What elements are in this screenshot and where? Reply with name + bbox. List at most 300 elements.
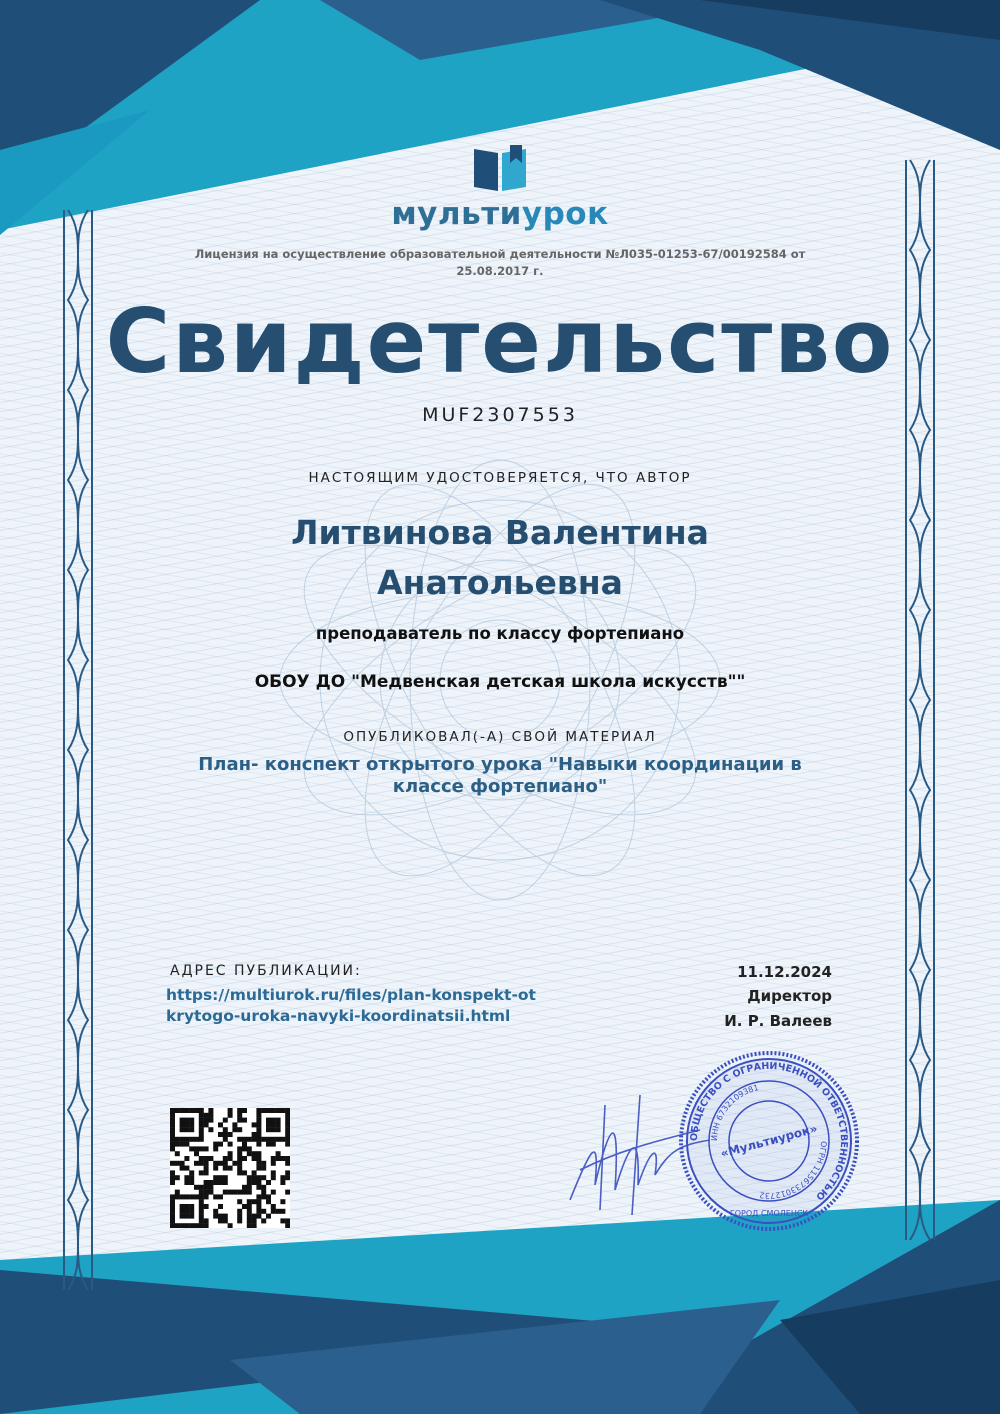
qr-module — [242, 1190, 247, 1195]
qr-module — [223, 1180, 228, 1185]
qr-module — [261, 1137, 266, 1142]
qr-module — [256, 1108, 261, 1113]
qr-module — [247, 1175, 252, 1180]
qr-module — [252, 1132, 257, 1137]
qr-module — [271, 1161, 276, 1166]
qr-module — [204, 1180, 209, 1185]
qr-module — [237, 1137, 242, 1142]
qr-module — [247, 1209, 252, 1214]
qr-module — [285, 1132, 290, 1137]
qr-module — [285, 1137, 290, 1142]
issue-date: 11.12.2024 — [737, 963, 832, 981]
qr-module — [204, 1170, 209, 1175]
stamp-outer-text: ОБЩЕСТВО С ОГРАНИЧЕННОЙ ОТВЕТСТВЕННОСТЬЮ — [688, 1060, 850, 1202]
qr-module — [199, 1161, 204, 1166]
qr-module — [204, 1190, 209, 1195]
qr-module — [237, 1146, 242, 1151]
qr-module — [184, 1108, 189, 1113]
qr-module — [242, 1170, 247, 1175]
qr-module — [208, 1118, 213, 1123]
qr-module — [175, 1108, 180, 1113]
qr-module — [256, 1209, 261, 1214]
qr-module — [175, 1137, 180, 1142]
qr-module — [247, 1185, 252, 1190]
qr-module — [252, 1223, 257, 1228]
qr-module — [194, 1137, 199, 1142]
qr-module — [242, 1108, 247, 1113]
qr-module — [256, 1166, 261, 1171]
qr-module — [180, 1223, 185, 1228]
qr-module — [237, 1190, 242, 1195]
qr-module — [285, 1122, 290, 1127]
director-name: И. Р. Валеев — [724, 1012, 832, 1030]
qr-module — [184, 1122, 189, 1127]
qr-module — [256, 1180, 261, 1185]
qr-module — [247, 1137, 252, 1142]
qr-module — [256, 1132, 261, 1137]
book-logo-icon — [470, 143, 530, 193]
qr-module — [180, 1142, 185, 1147]
qr-module — [247, 1204, 252, 1209]
qr-module — [256, 1122, 261, 1127]
qr-module — [242, 1156, 247, 1161]
qr-module — [232, 1122, 237, 1127]
qr-module — [199, 1214, 204, 1219]
qr-module — [204, 1113, 209, 1118]
qr-module — [180, 1194, 185, 1199]
qr-module — [228, 1108, 233, 1113]
qr-module — [237, 1108, 242, 1113]
qr-module — [252, 1214, 257, 1219]
qr-module — [280, 1180, 285, 1185]
qr-module — [252, 1137, 257, 1142]
qr-module — [276, 1137, 281, 1142]
qr-module — [194, 1151, 199, 1156]
qr-module — [180, 1214, 185, 1219]
qr-module — [208, 1156, 213, 1161]
qr-module — [199, 1137, 204, 1142]
qr-module — [184, 1142, 189, 1147]
qr-module — [189, 1127, 194, 1132]
qr-module — [271, 1209, 276, 1214]
qr-module — [271, 1122, 276, 1127]
qr-module — [170, 1194, 175, 1199]
qr-module — [199, 1190, 204, 1195]
qr-module — [189, 1223, 194, 1228]
qr-module — [261, 1175, 266, 1180]
qr-module — [180, 1137, 185, 1142]
qr-module — [194, 1185, 199, 1190]
qr-module — [194, 1108, 199, 1113]
qr-module — [223, 1190, 228, 1195]
qr-module — [261, 1185, 266, 1190]
qr-module — [180, 1108, 185, 1113]
qr-module — [189, 1108, 194, 1113]
qr-module — [180, 1127, 185, 1132]
qr-module — [180, 1209, 185, 1214]
qr-module — [266, 1194, 271, 1199]
qr-module — [271, 1142, 276, 1147]
qr-module — [175, 1194, 180, 1199]
qr-module — [184, 1127, 189, 1132]
qr-module — [242, 1118, 247, 1123]
qr-module — [256, 1113, 261, 1118]
qr-module — [242, 1142, 247, 1147]
qr-module — [271, 1127, 276, 1132]
qr-module — [271, 1175, 276, 1180]
qr-module — [276, 1108, 281, 1113]
qr-module — [213, 1146, 218, 1151]
qr-module — [285, 1161, 290, 1166]
qr-module — [170, 1132, 175, 1137]
qr-module — [189, 1194, 194, 1199]
qr-module — [189, 1170, 194, 1175]
qr-module — [170, 1127, 175, 1132]
qr-module — [170, 1175, 175, 1180]
qr-module — [280, 1218, 285, 1223]
qr-module — [247, 1146, 252, 1151]
qr-module — [208, 1180, 213, 1185]
qr-module — [199, 1127, 204, 1132]
qr-module — [223, 1214, 228, 1219]
qr-module — [276, 1122, 281, 1127]
qr-module — [261, 1108, 266, 1113]
qr-module — [280, 1209, 285, 1214]
publication-link[interactable]: https://multiurok.ru/files/plan-konspekt-otkrytogo-uroka-navyki-koordinatsii.html — [166, 986, 536, 1025]
qr-module — [204, 1122, 209, 1127]
qr-module — [266, 1137, 271, 1142]
qr-module — [204, 1146, 209, 1151]
qr-module — [271, 1156, 276, 1161]
qr-module — [228, 1113, 233, 1118]
qr-module — [184, 1223, 189, 1228]
qr-module — [256, 1199, 261, 1204]
qr-module — [271, 1204, 276, 1209]
qr-module — [256, 1204, 261, 1209]
qr-module — [247, 1190, 252, 1195]
qr-module — [199, 1204, 204, 1209]
qr-module — [180, 1204, 185, 1209]
qr-module — [184, 1166, 189, 1171]
qr-module — [256, 1175, 261, 1180]
stamp-center: «Мультиурок» — [718, 1121, 820, 1161]
qr-module — [175, 1161, 180, 1166]
qr-module — [252, 1170, 257, 1175]
qr-module — [180, 1161, 185, 1166]
qr-module — [170, 1118, 175, 1123]
qr-module — [218, 1218, 223, 1223]
qr-module — [242, 1146, 247, 1151]
logo-wordmark — [0, 196, 1000, 232]
qr-module — [213, 1142, 218, 1147]
qr-module — [170, 1170, 175, 1175]
qr-module — [232, 1190, 237, 1195]
qr-module — [223, 1127, 228, 1132]
qr-module — [223, 1175, 228, 1180]
qr-module — [237, 1209, 242, 1214]
qr-module — [271, 1190, 276, 1195]
qr-module — [232, 1161, 237, 1166]
qr-module — [204, 1194, 209, 1199]
qr-module — [237, 1199, 242, 1204]
qr-module — [208, 1190, 213, 1195]
qr-module — [237, 1214, 242, 1219]
address-label: АДРЕС ПУБЛИКАЦИИ: — [170, 963, 362, 979]
qr-module — [170, 1113, 175, 1118]
qr-module — [261, 1218, 266, 1223]
qr-module — [170, 1161, 175, 1166]
qr-module — [199, 1218, 204, 1223]
qr-module — [228, 1156, 233, 1161]
qr-module — [276, 1118, 281, 1123]
certificate-title: Свидетельство — [105, 290, 895, 393]
qr-module — [285, 1127, 290, 1132]
qr-module — [271, 1108, 276, 1113]
qr-module — [280, 1156, 285, 1161]
qr-module — [170, 1204, 175, 1209]
qr-module — [280, 1199, 285, 1204]
qr-module — [266, 1142, 271, 1147]
qr-code[interactable] — [170, 1108, 290, 1228]
qr-module — [280, 1108, 285, 1113]
qr-module — [189, 1118, 194, 1123]
qr-module — [242, 1185, 247, 1190]
qr-module — [204, 1156, 209, 1161]
certificate-code: MUF2307553 — [422, 404, 578, 426]
qr-module — [184, 1137, 189, 1142]
qr-module — [237, 1156, 242, 1161]
qr-module — [208, 1108, 213, 1113]
qr-module — [261, 1190, 266, 1195]
qr-module — [280, 1175, 285, 1180]
qr-module — [228, 1132, 233, 1137]
company-stamp — [674, 1046, 864, 1236]
qr-module — [266, 1214, 271, 1219]
qr-module — [271, 1170, 276, 1175]
qr-module — [276, 1209, 281, 1214]
qr-module — [194, 1194, 199, 1199]
qr-module — [194, 1223, 199, 1228]
qr-module — [180, 1118, 185, 1123]
qr-module — [285, 1118, 290, 1123]
qr-module — [223, 1166, 228, 1171]
qr-module — [184, 1214, 189, 1219]
qr-module — [218, 1204, 223, 1209]
qr-module — [194, 1146, 199, 1151]
qr-module — [180, 1166, 185, 1171]
qr-module — [199, 1132, 204, 1137]
qr-module — [199, 1122, 204, 1127]
qr-module — [199, 1156, 204, 1161]
author-name: Литвинова Валентина Анатольевна — [291, 513, 709, 602]
qr-module — [213, 1161, 218, 1166]
qr-module — [204, 1185, 209, 1190]
qr-module — [170, 1137, 175, 1142]
qr-module — [170, 1108, 175, 1113]
qr-module — [204, 1118, 209, 1123]
qr-module — [204, 1166, 209, 1171]
qr-module — [199, 1199, 204, 1204]
qr-module — [184, 1194, 189, 1199]
qr-module — [266, 1122, 271, 1127]
qr-module — [237, 1113, 242, 1118]
qr-module — [199, 1170, 204, 1175]
qr-module — [266, 1199, 271, 1204]
qr-module — [256, 1137, 261, 1142]
qr-module — [223, 1218, 228, 1223]
qr-module — [175, 1142, 180, 1147]
logo-part2: урок — [521, 196, 609, 232]
stamp-city: ГОРОД СМОЛЕНСК — [729, 1209, 809, 1218]
qr-module — [256, 1151, 261, 1156]
qr-module — [228, 1142, 233, 1147]
qr-module — [218, 1161, 223, 1166]
qr-module — [252, 1122, 257, 1127]
qr-module — [184, 1204, 189, 1209]
qr-module — [242, 1204, 247, 1209]
qr-module — [170, 1122, 175, 1127]
stamp-inn: ИНН 6732109381 — [709, 1083, 760, 1142]
qr-module — [199, 1223, 204, 1228]
qr-module — [189, 1180, 194, 1185]
qr-module — [184, 1209, 189, 1214]
qr-module — [256, 1156, 261, 1161]
qr-module — [237, 1218, 242, 1223]
qr-module — [247, 1218, 252, 1223]
organization: ОБОУ ДО "Медвенская детская школа искусств"" — [254, 672, 746, 692]
qr-module — [194, 1161, 199, 1166]
qr-module — [247, 1180, 252, 1185]
qr-module — [184, 1118, 189, 1123]
qr-module — [204, 1223, 209, 1228]
qr-module — [256, 1214, 261, 1219]
qr-module — [256, 1118, 261, 1123]
qr-module — [256, 1161, 261, 1166]
qr-module — [237, 1170, 242, 1175]
qr-module — [266, 1108, 271, 1113]
qr-module — [247, 1214, 252, 1219]
qr-module — [223, 1118, 228, 1123]
qr-module — [261, 1161, 266, 1166]
qr-module — [189, 1204, 194, 1209]
qr-module — [175, 1190, 180, 1195]
qr-module — [223, 1137, 228, 1142]
qr-module — [213, 1175, 218, 1180]
qr-module — [170, 1146, 175, 1151]
qr-module — [189, 1209, 194, 1214]
qr-module — [218, 1142, 223, 1147]
qr-module — [256, 1194, 261, 1199]
qr-module — [223, 1156, 228, 1161]
qr-module — [247, 1199, 252, 1204]
qr-module — [199, 1108, 204, 1113]
qr-module — [199, 1209, 204, 1214]
qr-module — [223, 1132, 228, 1137]
qr-module — [256, 1185, 261, 1190]
qr-module — [261, 1194, 266, 1199]
qr-module — [285, 1156, 290, 1161]
qr-module — [170, 1214, 175, 1219]
qr-module — [170, 1142, 175, 1147]
qr-module — [170, 1199, 175, 1204]
qr-module — [266, 1118, 271, 1123]
qr-module — [213, 1180, 218, 1185]
qr-module — [261, 1166, 266, 1171]
qr-module — [208, 1185, 213, 1190]
qr-module — [199, 1146, 204, 1151]
director-title: Директор — [747, 987, 832, 1005]
qr-module — [175, 1175, 180, 1180]
qr-module — [285, 1170, 290, 1175]
qr-module — [180, 1122, 185, 1127]
qr-module — [189, 1214, 194, 1219]
qr-module — [280, 1137, 285, 1142]
qr-module — [199, 1118, 204, 1123]
qr-module — [252, 1156, 257, 1161]
qr-module — [276, 1156, 281, 1161]
qr-module — [170, 1218, 175, 1223]
author-position: преподаватель по классу фортепиано — [315, 624, 685, 643]
qr-module — [170, 1223, 175, 1228]
qr-module — [276, 1151, 281, 1156]
qr-module — [208, 1113, 213, 1118]
qr-module — [204, 1218, 209, 1223]
qr-module — [184, 1156, 189, 1161]
qr-module — [285, 1223, 290, 1228]
qr-module — [184, 1180, 189, 1185]
qr-module — [184, 1175, 189, 1180]
qr-module — [237, 1127, 242, 1132]
qr-module — [208, 1127, 213, 1132]
qr-module — [189, 1146, 194, 1151]
qr-module — [252, 1218, 257, 1223]
logo-part1: мульти — [391, 196, 522, 232]
qr-module — [213, 1214, 218, 1219]
qr-module — [247, 1151, 252, 1156]
qr-module — [204, 1161, 209, 1166]
qr-module — [252, 1180, 257, 1185]
stamp-ogrn: ОГРН 1156733012732 — [758, 1140, 829, 1201]
qr-module — [199, 1185, 204, 1190]
qr-module — [237, 1161, 242, 1166]
qr-module — [218, 1214, 223, 1219]
qr-module — [218, 1122, 223, 1127]
qr-module — [256, 1142, 261, 1147]
qr-module — [285, 1113, 290, 1118]
qr-module — [285, 1142, 290, 1147]
qr-module — [271, 1137, 276, 1142]
qr-module — [199, 1113, 204, 1118]
qr-module — [228, 1223, 233, 1228]
qr-module — [285, 1190, 290, 1195]
qr-module — [242, 1137, 247, 1142]
qr-module — [189, 1137, 194, 1142]
qr-module — [213, 1166, 218, 1171]
qr-module — [228, 1151, 233, 1156]
qr-module — [218, 1180, 223, 1185]
qr-module — [218, 1175, 223, 1180]
qr-module — [170, 1180, 175, 1185]
qr-module — [170, 1209, 175, 1214]
qr-module — [261, 1209, 266, 1214]
qr-module — [213, 1209, 218, 1214]
qr-module — [175, 1151, 180, 1156]
qr-module — [232, 1127, 237, 1132]
qr-module — [252, 1175, 257, 1180]
qr-module — [266, 1127, 271, 1132]
qr-module — [218, 1132, 223, 1137]
qr-module — [218, 1194, 223, 1199]
